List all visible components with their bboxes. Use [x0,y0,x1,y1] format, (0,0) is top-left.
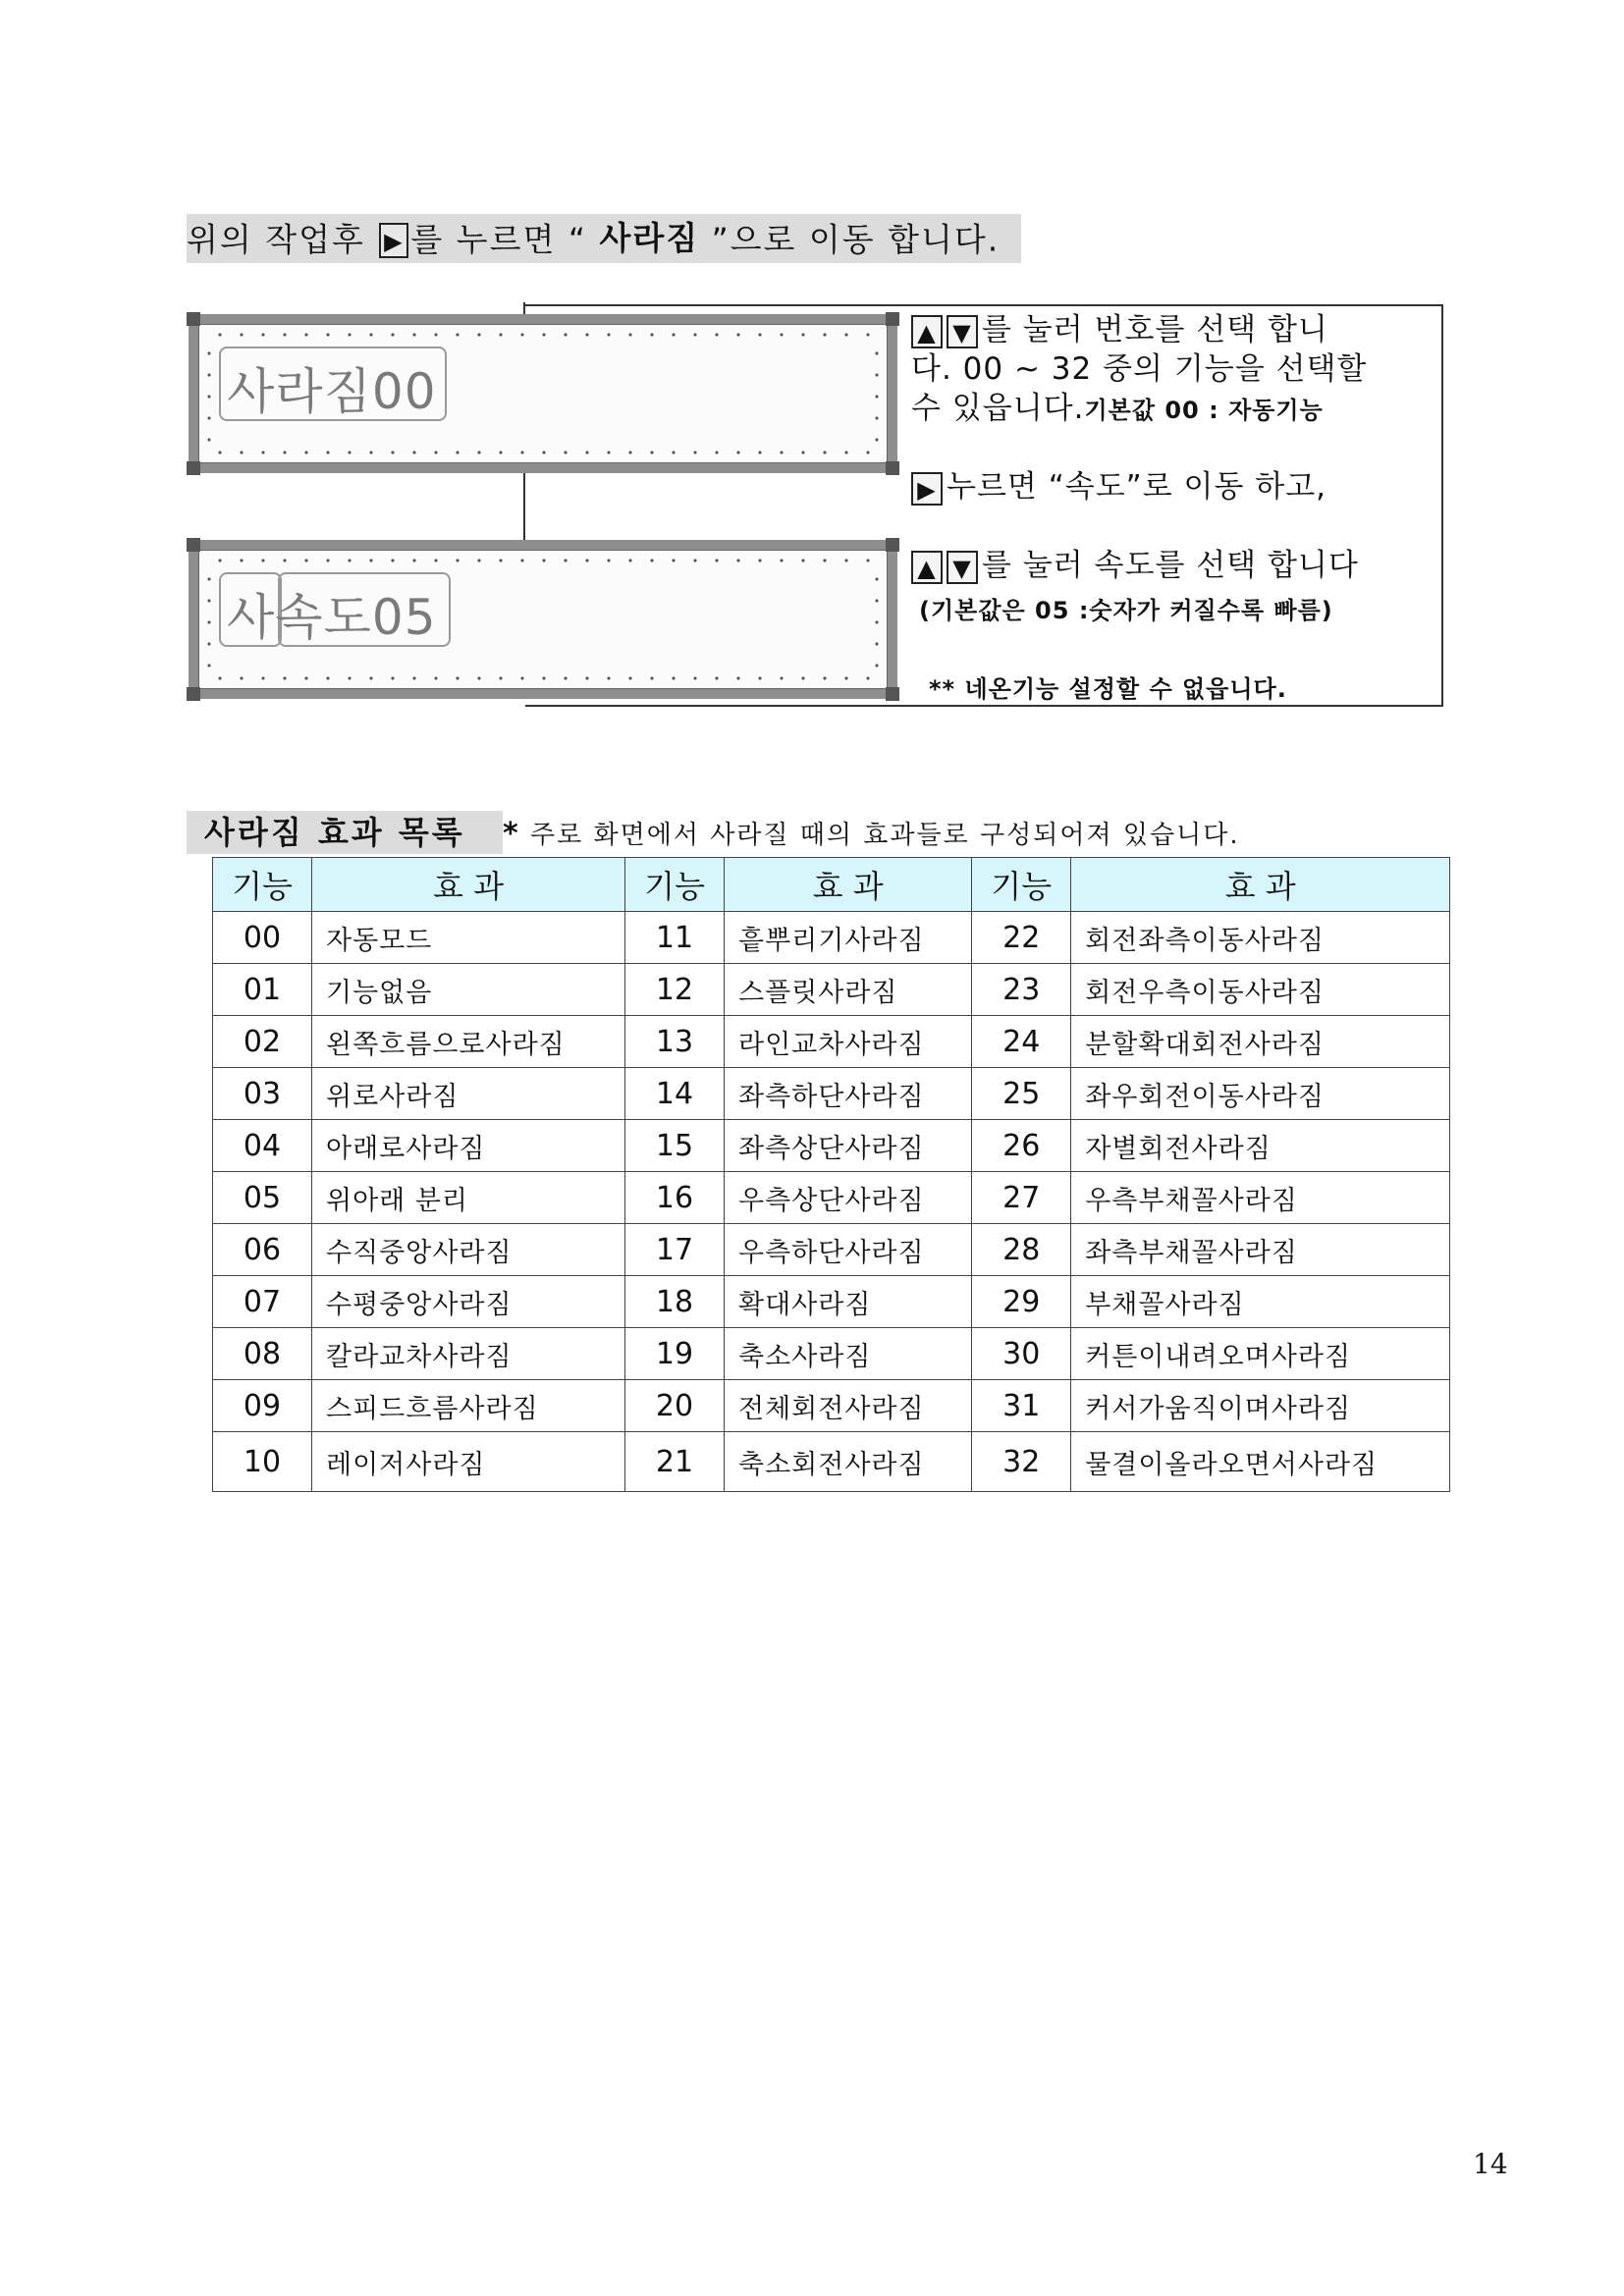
effect-name-cell: 스피드흐름사라짐 [312,1380,625,1432]
effect-name-cell: 칼라교차사라짐 [312,1328,625,1380]
intro-text-3: ”으로 이동 합니다. [699,220,1001,259]
function-number-cell: 25 [972,1068,1071,1120]
desc-text-3: 수 있읍니다. [911,391,1085,426]
effect-name-cell: 좌측하단사라짐 [725,1068,972,1120]
function-number-cell: 14 [625,1068,725,1120]
function-number-cell: 16 [625,1172,725,1224]
function-number-cell: 31 [972,1380,1071,1432]
effect-name-cell: 수평중앙사라짐 [312,1276,625,1328]
effect-name-cell: 아래로사라짐 [312,1120,625,1172]
desc-text-4: 누르면 “속도”로 이동 하고, [947,469,1326,505]
table-row [213,1328,1450,1380]
table-row [213,912,1450,964]
desc-text-5: 를 눌러 속도를 선택 합니다 [982,548,1359,583]
header-function: 기능 [972,858,1071,912]
table-row [213,1120,1450,1172]
desc-default-value: 기본값 00 : 자동기능 [1084,397,1324,424]
effect-name-cell: 좌측부채꼴사라짐 [1071,1224,1450,1276]
desc-line-3 [911,389,1324,430]
function-number-cell: 15 [625,1120,725,1172]
function-number-cell: 10 [213,1432,312,1492]
header-effect: 효 과 [725,858,972,912]
effect-name-cell: 위아래 분리 [312,1172,625,1224]
header-function: 기능 [625,858,725,912]
table-header-row [213,858,1450,912]
effect-name-cell: 자별회전사라짐 [1071,1120,1450,1172]
function-number-cell: 05 [213,1172,312,1224]
effects-list-note [503,815,1240,855]
led-panel-speed [189,540,897,699]
effects-list-heading: 사라짐 효과 목록 [187,811,503,854]
function-number-cell: 22 [972,912,1071,964]
desc-speed-default: (기본값은 05 :숫자가 커질수록 빠름) [919,597,1333,624]
effect-name-cell: 스플릿사라짐 [725,964,972,1016]
function-number-cell: 20 [625,1380,725,1432]
table-row [213,1380,1450,1432]
led-panel-speed-text: 사속도05 [227,589,437,646]
effect-name-cell: 라인교차사라짐 [725,1016,972,1068]
header-function: 기능 [213,858,312,912]
effect-name-cell: 우측부채꼴사라짐 [1071,1172,1450,1224]
effect-name-cell: 좌우회전이동사라짐 [1071,1068,1450,1120]
table-row [213,1276,1450,1328]
intro-bold-term: 사라짐 [599,219,700,257]
intro-text-2: 를 누르면 “ [410,220,600,259]
function-number-cell: 12 [625,964,725,1016]
table-row [213,1016,1450,1068]
effect-name-cell: 축소회전사라짐 [725,1432,972,1492]
right-arrow-key-icon: ▶ [911,472,943,506]
header-effect: 효 과 [1071,858,1450,912]
desc-neon-note: ** 네온기능 설정할 수 없읍니다. [929,675,1287,703]
up-arrow-key-icon: ▲ [911,315,943,348]
intro-instruction [187,214,1021,263]
desc-text-1: 를 눌러 번호를 선택 합니 [982,312,1328,347]
function-number-cell: 29 [972,1276,1071,1328]
desc-line-2: 다. 00 ~ 32 중의 기능을 선택할 [911,351,1368,387]
effect-name-cell: 회전우측이동사라짐 [1071,964,1450,1016]
desc-line-4 [911,467,1326,507]
function-number-cell: 24 [972,1016,1071,1068]
function-number-cell: 07 [213,1276,312,1328]
effect-name-cell: 기능없음 [312,964,625,1016]
function-number-cell: 01 [213,964,312,1016]
function-number-cell: 19 [625,1328,725,1380]
desc-line-1 [911,310,1328,349]
down-arrow-key-icon: ▼ [947,315,978,348]
function-number-cell: 03 [213,1068,312,1120]
effect-name-cell: 커서가움직이며사라짐 [1071,1380,1450,1432]
down-arrow-key-icon: ▼ [947,551,978,584]
effect-name-cell: 우측상단사라짐 [725,1172,972,1224]
effect-name-cell: 물결이올라오면서사라짐 [1071,1432,1450,1492]
effect-name-cell: 레이저사라짐 [312,1432,625,1492]
function-number-cell: 04 [213,1120,312,1172]
led-panel-effect [189,314,897,473]
function-number-cell: 17 [625,1224,725,1276]
intro-text-1: 위의 작업후 [187,220,378,259]
function-number-cell: 02 [213,1016,312,1068]
function-number-cell: 27 [972,1172,1071,1224]
function-number-cell: 13 [625,1016,725,1068]
right-arrow-key-icon: ▶ [379,223,408,258]
effect-name-cell: 위로사라짐 [312,1068,625,1120]
function-number-cell: 32 [972,1432,1071,1492]
effect-name-cell: 왼쪽흐름으로사라짐 [312,1016,625,1068]
function-number-cell: 06 [213,1224,312,1276]
function-number-cell: 08 [213,1328,312,1380]
table-row [213,1224,1450,1276]
up-arrow-key-icon: ▲ [911,551,943,584]
note-star: * [503,817,520,851]
effect-name-cell: 회전좌측이동사라짐 [1071,912,1450,964]
effect-name-cell: 수직중앙사라짐 [312,1224,625,1276]
effect-name-cell: 확대사라짐 [725,1276,972,1328]
desc-line-5 [911,546,1359,585]
table-row [213,1172,1450,1224]
function-number-cell: 30 [972,1328,1071,1380]
effect-name-cell: 우측하단사라짐 [725,1224,972,1276]
header-effect: 효 과 [312,858,625,912]
effect-name-cell: 좌측상단사라짐 [725,1120,972,1172]
effect-name-cell: 부채꼴사라짐 [1071,1276,1450,1328]
effect-name-cell: 분할확대회전사라짐 [1071,1016,1450,1068]
effect-name-cell: 자동모드 [312,912,625,964]
function-number-cell: 21 [625,1432,725,1492]
effect-name-cell: 커튼이내려오며사라짐 [1071,1328,1450,1380]
function-number-cell: 23 [972,964,1071,1016]
effect-name-cell: 축소사라짐 [725,1328,972,1380]
function-number-cell: 11 [625,912,725,964]
led-panel-effect-text: 사라짐00 [227,363,437,420]
effects-table [212,857,1450,1492]
function-number-cell: 00 [213,912,312,964]
table-row [213,1068,1450,1120]
table-row [213,1432,1450,1492]
function-number-cell: 09 [213,1380,312,1432]
effect-name-cell: 흩뿌리기사라짐 [725,912,972,964]
function-number-cell: 18 [625,1276,725,1328]
function-number-cell: 28 [972,1224,1071,1276]
page-number: 14 [1473,2148,1508,2180]
table-row [213,964,1450,1016]
function-number-cell: 26 [972,1120,1071,1172]
note-text: 주로 화면에서 사라질 때의 효과들로 구성되어져 있습니다. [519,821,1240,850]
effect-name-cell: 전체회전사라짐 [725,1380,972,1432]
